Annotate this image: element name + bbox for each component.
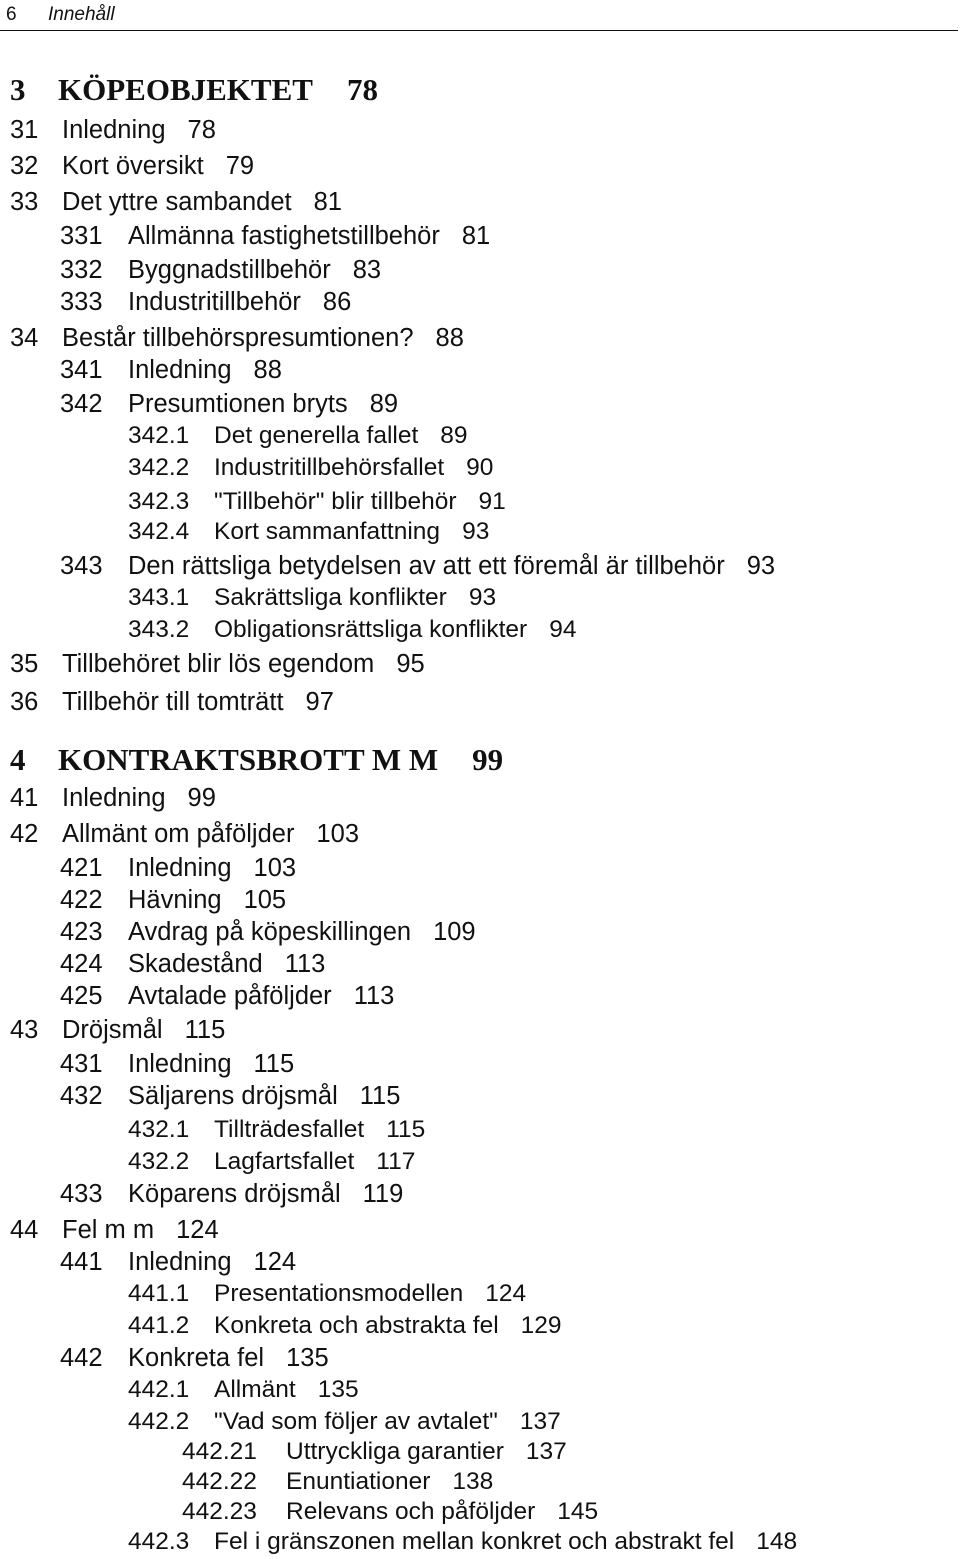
- section-title: Säljarens dröjsmål: [128, 1082, 338, 1110]
- page-reference: 83: [352, 256, 382, 284]
- page-reference: 115: [359, 1082, 401, 1110]
- section-number: 32: [10, 152, 39, 180]
- section-number: 31: [10, 116, 39, 144]
- section-number: 34: [10, 324, 39, 352]
- section-number: 342.2: [128, 454, 190, 481]
- section-number: 44: [10, 1216, 39, 1244]
- section-number: 341: [60, 356, 103, 384]
- toc-entry: [10, 822, 359, 848]
- page-reference: 113: [353, 982, 395, 1010]
- toc-entry: [60, 984, 394, 1010]
- section-number: 342.4: [128, 518, 190, 545]
- toc-entry: [10, 690, 334, 716]
- toc-entry: [128, 520, 489, 545]
- section-number: 424: [60, 950, 103, 978]
- section-title: Allmänna fastighetstillbehör: [128, 222, 440, 250]
- page-reference: 148: [756, 1528, 798, 1555]
- section-number: 332: [60, 256, 103, 284]
- toc-entry: [10, 786, 216, 812]
- section-number: 442.3: [128, 1528, 190, 1555]
- section-number: 42: [10, 820, 39, 848]
- section-number: 35: [10, 650, 39, 678]
- page-reference: 93: [468, 584, 497, 611]
- toc-entry: [60, 290, 351, 316]
- page-reference: 78: [346, 72, 378, 107]
- page-reference: 95: [396, 650, 425, 678]
- page-reference: 93: [746, 552, 776, 580]
- section-title: Industritillbehör: [128, 288, 301, 316]
- section-number: 442.23: [182, 1498, 257, 1525]
- toc-entry: [128, 618, 576, 643]
- toc-entry: [128, 1282, 526, 1307]
- page-reference: 135: [286, 1344, 329, 1372]
- section-number: 432: [60, 1082, 103, 1110]
- toc-entry: [128, 1314, 562, 1339]
- page-reference: 124: [253, 1248, 297, 1276]
- section-title: Konkreta fel: [128, 1344, 265, 1372]
- toc-entry: [128, 1150, 415, 1175]
- section-title: Presentationsmodellen: [214, 1280, 464, 1307]
- section-title: Inledning: [62, 116, 166, 144]
- section-title: Tillträdesfallet: [214, 1116, 365, 1143]
- page-reference: 113: [284, 950, 326, 978]
- page-reference: 103: [253, 854, 297, 882]
- section-number: 343: [60, 552, 103, 580]
- page-reference: 105: [243, 886, 287, 914]
- section-number: 33: [10, 188, 39, 216]
- section-number: 342: [60, 390, 103, 418]
- section-number: 433: [60, 1180, 103, 1208]
- section-title: Består tillbehörspresumtionen?: [62, 324, 414, 352]
- toc-entry: [60, 1052, 294, 1078]
- toc-entry: [60, 1346, 329, 1372]
- page-reference: 99: [472, 742, 504, 777]
- section-title: Obligationsrättsliga konflikter: [214, 616, 528, 643]
- page-reference: 119: [362, 1180, 404, 1208]
- section-title: Lagfartsfallet: [214, 1148, 355, 1175]
- section-title: Allmänt: [214, 1376, 296, 1403]
- section-number: 41: [10, 784, 39, 812]
- section-number: 343.1: [128, 584, 190, 611]
- section-number: 441.1: [128, 1280, 190, 1307]
- page-reference: 124: [176, 1216, 219, 1244]
- toc-entry: [10, 1018, 225, 1044]
- section-title: Inledning: [128, 356, 232, 384]
- section-number: 442.22: [182, 1468, 257, 1495]
- toc-entry: [60, 224, 490, 250]
- section-number: 4: [10, 742, 26, 777]
- section-title: Byggnadstillbehör: [128, 256, 331, 284]
- page-reference: 81: [461, 222, 491, 250]
- page-reference: 89: [440, 422, 468, 449]
- section-title: Tillbehör till tomträtt: [62, 688, 284, 716]
- toc-entry: [182, 1500, 598, 1525]
- page-reference: 109: [433, 918, 476, 946]
- section-title: KONTRAKTSBROTT M M: [58, 742, 439, 777]
- section-number: 421: [60, 854, 103, 882]
- section-number: 333: [60, 288, 103, 316]
- page-reference: 89: [369, 390, 399, 418]
- toc-entry: [10, 326, 464, 352]
- section-title: Kort översikt: [62, 152, 204, 180]
- toc-entry: [60, 358, 282, 384]
- section-number: 343.2: [128, 616, 190, 643]
- page-reference: 91: [478, 488, 506, 515]
- toc-entry: [60, 1084, 400, 1110]
- toc-entry: [60, 1250, 296, 1276]
- section-number: 3: [10, 72, 26, 107]
- section-title: Inledning: [128, 1050, 232, 1078]
- page-reference: 137: [519, 1408, 561, 1435]
- section-number: 432.2: [128, 1148, 190, 1175]
- section-title: Köparens dröjsmål: [128, 1180, 341, 1208]
- section-number: 43: [10, 1016, 39, 1044]
- page-reference: 115: [253, 1050, 295, 1078]
- toc-entry: [128, 424, 468, 449]
- section-title: Industritillbehörsfallet: [214, 454, 445, 481]
- toc-entry: [128, 586, 496, 611]
- chapter-heading: [10, 744, 503, 775]
- section-title: Inledning: [128, 1248, 232, 1276]
- page-reference: 97: [305, 688, 334, 716]
- section-number: 441: [60, 1248, 103, 1276]
- page-reference: 145: [557, 1498, 599, 1525]
- section-title: Avtalade påföljder: [128, 982, 332, 1010]
- section-number: 342.1: [128, 422, 190, 449]
- toc-entry: [60, 920, 476, 946]
- section-title: Avdrag på köpeskillingen: [128, 918, 412, 946]
- section-number: 331: [60, 222, 103, 250]
- toc-entry: [10, 118, 216, 144]
- page-reference: 115: [386, 1116, 426, 1143]
- page-reference: 135: [317, 1376, 359, 1403]
- page-reference: 124: [485, 1280, 527, 1307]
- page-number: 6: [6, 4, 17, 25]
- section-title: Inledning: [62, 784, 166, 812]
- toc-entry: [10, 652, 425, 678]
- section-number: 442.1: [128, 1376, 190, 1403]
- section-title: Dröjsmål: [62, 1016, 163, 1044]
- section-title: KÖPEOBJEKTET: [58, 72, 313, 107]
- page-reference: 99: [187, 784, 216, 812]
- toc-entry: [60, 392, 398, 418]
- section-title: Inledning: [128, 854, 232, 882]
- running-title: Innehåll: [48, 4, 115, 25]
- section-number: 432.1: [128, 1116, 190, 1143]
- section-title: Sakrättsliga konflikter: [214, 584, 447, 611]
- page-reference: 115: [184, 1016, 226, 1044]
- section-number: 441.2: [128, 1312, 190, 1339]
- toc-entry: [60, 856, 296, 882]
- section-title: Allmänt om påföljder: [62, 820, 295, 848]
- toc-entry: [10, 154, 254, 180]
- section-title: Uttryckliga garantier: [286, 1438, 504, 1465]
- toc-entry: [182, 1470, 493, 1495]
- page-reference: 117: [376, 1148, 416, 1175]
- toc-entry: [128, 456, 493, 481]
- page-reference: 88: [435, 324, 464, 352]
- page-reference: 137: [525, 1438, 567, 1465]
- section-number: 442.2: [128, 1408, 190, 1435]
- toc-entry: [128, 1530, 797, 1555]
- page-reference: 94: [549, 616, 577, 643]
- page-reference: 88: [253, 356, 282, 384]
- page-reference: 81: [313, 188, 342, 216]
- toc-entry: [128, 1118, 425, 1143]
- page-reference: 86: [322, 288, 352, 316]
- section-title: "Vad som följer av avtalet": [214, 1408, 498, 1435]
- section-number: 442: [60, 1344, 103, 1372]
- toc-entry: [182, 1440, 567, 1465]
- section-title: Konkreta och abstrakta fel: [214, 1312, 499, 1339]
- section-title: Tillbehöret blir lös egendom: [62, 650, 375, 678]
- section-title: Den rättsliga betydelsen av att ett föremål är tillbehör: [128, 552, 725, 580]
- section-title: Skadestånd: [128, 950, 263, 978]
- page-reference: 93: [462, 518, 490, 545]
- toc-entry: [60, 952, 325, 978]
- toc-entry: [10, 1218, 219, 1244]
- section-title: Enuntiationer: [286, 1468, 431, 1495]
- section-title: Fel i gränszonen mellan konkret och abstrakt fel: [214, 1528, 735, 1555]
- section-number: 342.3: [128, 488, 190, 515]
- section-title: Det yttre sambandet: [62, 188, 292, 216]
- toc-entry: [128, 1410, 561, 1435]
- section-title: "Tillbehör" blir tillbehör: [214, 488, 457, 515]
- chapter-heading: [10, 74, 378, 105]
- page-reference: 138: [452, 1468, 494, 1495]
- running-head: [0, 0, 958, 31]
- section-number: 422: [60, 886, 103, 914]
- section-title: Det generella fallet: [214, 422, 419, 449]
- section-number: 36: [10, 688, 39, 716]
- page-reference: 129: [520, 1312, 562, 1339]
- toc-entry: [128, 1378, 359, 1403]
- page-reference: 90: [466, 454, 494, 481]
- section-number: 425: [60, 982, 103, 1010]
- section-number: 431: [60, 1050, 103, 1078]
- page-reference: 79: [225, 152, 255, 180]
- toc-entry: [60, 1182, 403, 1208]
- section-title: Relevans och påföljder: [286, 1498, 536, 1525]
- page-reference: 78: [187, 116, 216, 144]
- page-reference: 103: [316, 820, 359, 848]
- section-title: Hävning: [128, 886, 222, 914]
- toc-entry: [128, 490, 506, 515]
- toc-entry: [60, 888, 286, 914]
- toc-entry: [10, 190, 342, 216]
- section-number: 423: [60, 918, 103, 946]
- toc-entry: [60, 258, 381, 284]
- section-number: 442.21: [182, 1438, 257, 1465]
- section-title: Fel m m: [62, 1216, 155, 1244]
- toc-entry: [60, 554, 775, 580]
- section-title: Kort sammanfattning: [214, 518, 441, 545]
- section-title: Presumtionen bryts: [128, 390, 348, 418]
